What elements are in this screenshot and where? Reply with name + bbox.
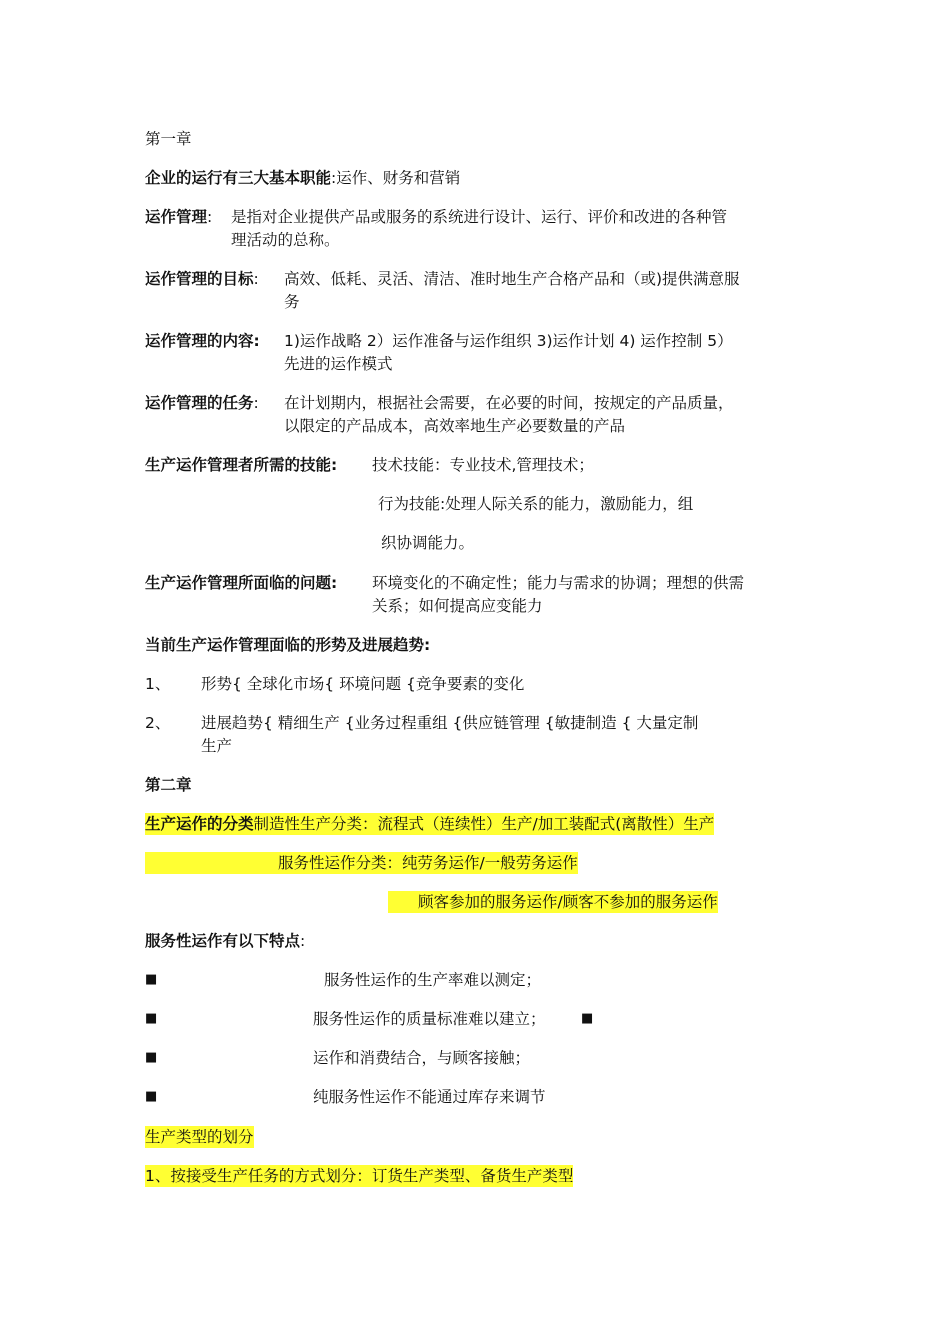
basic-functions-text: :运作、财务和营销 <box>331 169 461 187</box>
service-feature-4: 纯服务性运作不能通过库存来调节 <box>313 1088 546 1106</box>
om-content-label: 运作管理的内容: <box>145 332 260 350</box>
om-task-label: 运作管理的任务: <box>145 394 259 412</box>
om-goal-line2: 务 <box>284 293 300 311</box>
basic-functions-label: 企业的运行有三大基本职能 <box>145 169 332 187</box>
skills-line3: 织协调能力。 <box>381 534 475 552</box>
om-task-line1: 在计划期内，根据社会需要，在必要的时间，按规定的产品质量， <box>284 394 734 412</box>
chapter-1-title: 第一章 <box>145 130 192 148</box>
problems-line2: 关系；如何提高应变能力 <box>372 597 543 615</box>
trend-1-number: 1、 <box>145 675 171 693</box>
bullet-icon: ■ <box>145 1050 158 1065</box>
production-types-item-1: 1、按接受生产任务的方式划分：订货生产类型、备货生产类型 <box>145 1167 574 1185</box>
om-definition-line2: 理活动的总称。 <box>231 231 340 249</box>
bullet-icon: ■ <box>145 1089 158 1104</box>
service-feature-3: 运作和消费结合，与顾客接触； <box>313 1049 531 1067</box>
classification-service: 服务性运作分类：纯劳务运作/一般劳务运作 <box>278 854 578 872</box>
skills-line2: 行为技能:处理人际关系的能力，激励能力，组 <box>378 495 694 513</box>
classification-customer: 顾客参加的服务运作/顾客不参加的服务运作 <box>418 893 718 911</box>
problems-line1: 环境变化的不确定性；能力与需求的协调；理想的供需 <box>372 574 745 592</box>
trend-1-text: 形势{ 全球化市场{ 环境问题 {竞争要素的变化 <box>201 675 525 693</box>
bullet-icon: ■ <box>145 1011 158 1026</box>
trend-2-line2: 生产 <box>201 737 233 755</box>
service-features-title: 服务性运作有以下特点: <box>145 932 306 950</box>
om-definition-line1: 是指对企业提供产品或服务的系统进行设计、运行、评价和改进的各种管 <box>231 208 728 226</box>
trend-2-line1: 进展趋势{ 精细生产 {业务过程重组 {供应链管理 {敏捷制造 { 大量定制 <box>201 714 699 732</box>
problems-label: 生产运作管理所面临的问题: <box>145 574 338 592</box>
production-types-title: 生产类型的划分 <box>145 1128 254 1146</box>
om-definition-label: 运作管理: <box>145 208 213 226</box>
trends-title: 当前生产运作管理面临的形势及进展趋势: <box>145 636 431 654</box>
highlight-indent-2 <box>388 891 418 913</box>
basic-functions-line <box>145 167 460 189</box>
service-feature-2: 服务性运作的质量标准难以建立； <box>313 1010 546 1028</box>
om-goal-line1: 高效、低耗、灵活、清洁、准时地生产合格产品和（或)提供满意服 <box>284 270 740 288</box>
om-content-line2: 先进的运作模式 <box>284 355 393 373</box>
om-task-line2: 以限定的产品成本，高效率地生产必要数量的产品 <box>284 417 626 435</box>
om-content-line1: 1)运作战略 2）运作准备与运作组织 3)运作计划 4) 运作控制 5） <box>284 332 733 350</box>
highlight-indent-1 <box>145 852 278 874</box>
classification-line1 <box>145 813 714 835</box>
bullet-icon: ■ <box>145 972 158 987</box>
classification-manufacturing: 制造性生产分类：流程式（连续性）生产/加工装配式(离散性）生产 <box>253 815 715 833</box>
service-feature-1: 服务性运作的生产率难以测定； <box>324 971 542 989</box>
om-goal-label: 运作管理的目标: <box>145 270 259 288</box>
bullet-icon: ■ <box>581 1011 594 1026</box>
skills-line1: 技术技能：专业技术,管理技术； <box>372 456 594 474</box>
classification-label: 生产运作的分类 <box>145 815 254 833</box>
chapter-2-title: 第二章 <box>145 776 192 794</box>
skills-label: 生产运作管理者所需的技能: <box>145 456 338 474</box>
trend-2-number: 2、 <box>145 714 171 732</box>
